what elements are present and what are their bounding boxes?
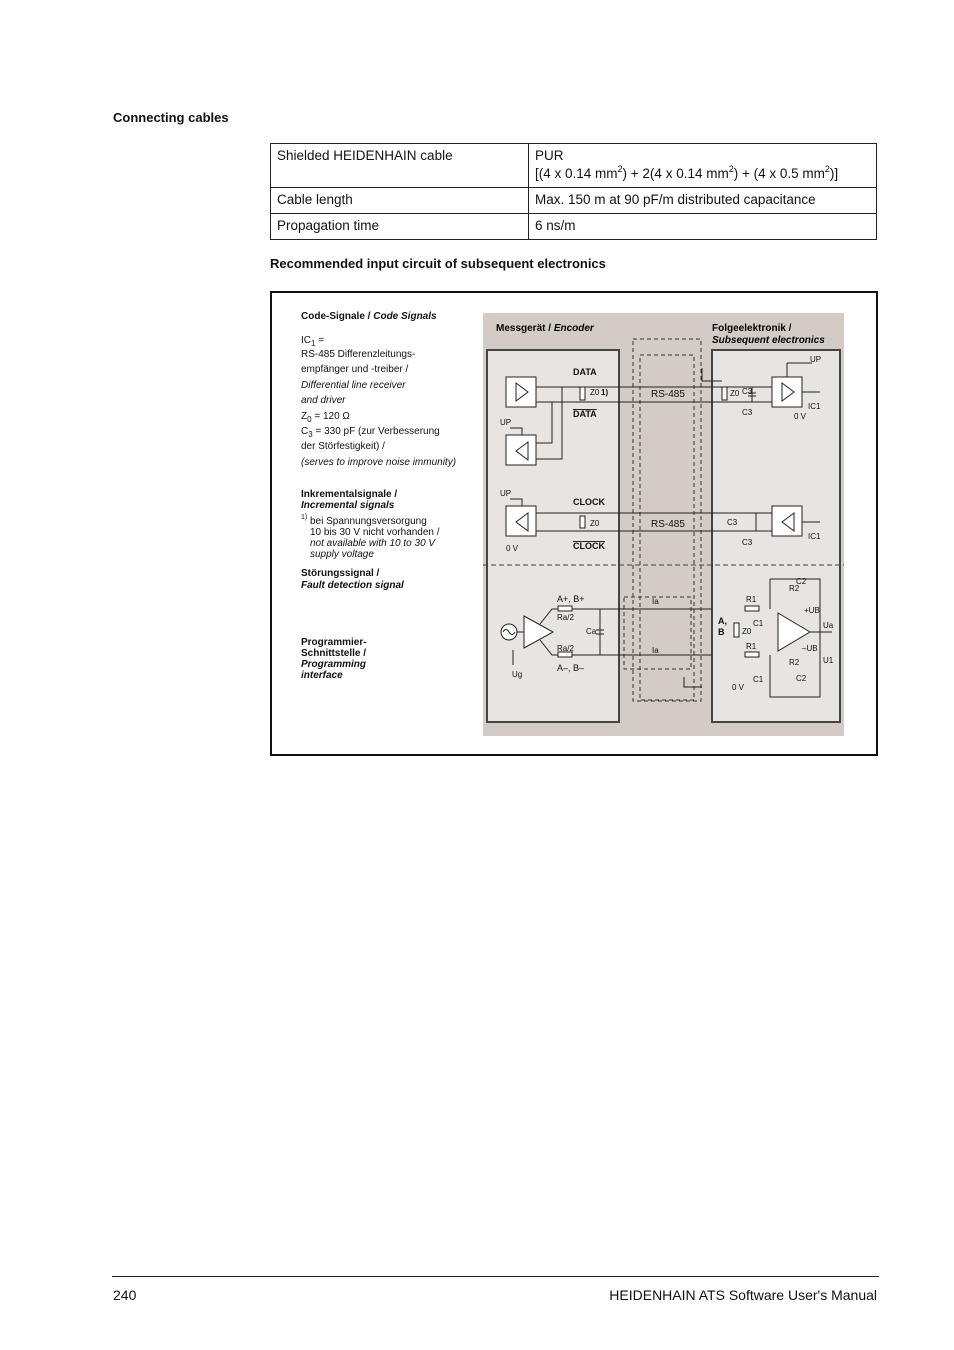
svg-text:DATA: DATA	[573, 367, 597, 377]
svg-text:(serves to improve noise immun: (serves to improve noise immunity)	[301, 457, 457, 468]
svg-text:UP: UP	[810, 355, 822, 364]
svg-text:R2: R2	[789, 658, 800, 667]
svg-text:interface: interface	[301, 670, 343, 681]
svg-text:Z0: Z0	[742, 627, 752, 636]
encoder-label: Messgerät / Encoder	[496, 323, 594, 334]
table-row	[271, 214, 877, 240]
svg-text:Ra/2: Ra/2	[557, 644, 574, 653]
svg-text:CLOCK: CLOCK	[573, 497, 605, 507]
svg-text:Ca: Ca	[586, 627, 597, 636]
svg-text:and driver: and driver	[301, 395, 346, 406]
subsequent-label-en: Subsequent electronics	[712, 335, 825, 346]
circuit-diagram	[270, 291, 878, 756]
svg-text:IC1 =: $IC_1$ =	[301, 335, 325, 348]
table-cell-label: Shielded HEIDENHAIN cable	[271, 144, 529, 188]
table-cell-value: Max. 150 m at 90 pF/m distributed capacitance	[529, 188, 877, 214]
svg-text:Ia: Ia	[652, 646, 659, 655]
circuit-title: Recommended input circuit of subsequent electronics	[270, 256, 606, 271]
svg-text:R2: R2	[789, 584, 800, 593]
table-cell-label: Cable length	[271, 188, 529, 214]
svg-text:C3 = 330 pF (zur Verbesserung: $C_3 = 330$ pF (zur Verbesserung	[301, 426, 440, 439]
svg-text:der Störfestigkeit) /: der Störfestigkeit) /	[301, 441, 385, 452]
svg-text:Ra/2: Ra/2	[557, 613, 574, 622]
svg-text:Ia: Ia	[652, 597, 659, 606]
table-cell-label: Propagation time	[271, 214, 529, 240]
svg-text:A,: A,	[718, 616, 727, 626]
table-row	[271, 188, 877, 214]
svg-text:Schnittstelle /: Schnittstelle /	[301, 648, 367, 659]
cable-spec-table	[270, 143, 877, 240]
svg-text:empfänger und -treiber /: empfänger und -treiber /	[301, 364, 409, 375]
manual-title: HEIDENHAIN ATS Software User's Manual	[609, 1287, 877, 1303]
svg-text:DATA: DATA	[573, 409, 597, 419]
svg-text:1): 1)	[601, 388, 609, 397]
svg-text:0 V: 0 V	[732, 683, 745, 692]
cable-cores-line: [(4 x 0.14 $mm^2) + 2(4$ x 0.14 $mm^2) + (4$ x 0.5 $mm^2$)]	[535, 164, 839, 181]
svg-text:C2: C2	[796, 577, 807, 586]
svg-text:1): 1)	[301, 514, 308, 521]
svg-text:10 bis 30 V nicht vorhanden /: 10 bis 30 V nicht vorhanden /	[310, 527, 440, 538]
svg-text:bei Spannungsversorgung: bei Spannungsversorgung	[310, 516, 427, 527]
svg-text:+UB: +UB	[804, 606, 820, 615]
svg-text:Z0: Z0	[730, 389, 740, 398]
svg-text:supply voltage: supply voltage	[310, 549, 374, 560]
svg-text:R1: R1	[746, 642, 757, 651]
svg-text:Fault detection signal: Fault detection signal	[301, 580, 404, 591]
svg-text:Störungssignal /: Störungssignal /	[301, 568, 380, 579]
svg-text:B: B	[718, 627, 725, 637]
svg-text:IC1: IC1	[808, 532, 821, 541]
svg-text:0 V: 0 V	[506, 544, 519, 553]
svg-text:C2: C2	[796, 674, 807, 683]
svg-text:not available with 10 to 30 V: not available with 10 to 30 V	[310, 538, 436, 549]
svg-text:U1: U1	[823, 656, 834, 665]
page-number: 240	[113, 1287, 137, 1303]
svg-text:R1: R1	[746, 595, 757, 604]
svg-text:C1: C1	[753, 619, 764, 628]
svg-text:Inkrementalsignale /: Inkrementalsignale /	[301, 489, 398, 500]
svg-text:C3: C3	[742, 538, 753, 547]
svg-text:Ug: Ug	[512, 670, 523, 679]
cable-type-line: PUR	[535, 148, 564, 163]
table-row	[271, 144, 877, 188]
svg-text:Differential line receiver: Differential line receiver	[301, 380, 406, 391]
svg-text:Code-Signale / Code Signals: Code-Signale / Code Signals	[301, 311, 437, 322]
section-title: Connecting cables	[113, 110, 229, 125]
svg-text:C3: C3	[742, 408, 753, 417]
svg-text:C1: C1	[753, 675, 764, 684]
svg-text:RS-485: RS-485	[651, 389, 685, 400]
subsequent-label: Folgeelektronik /	[712, 323, 792, 334]
svg-text:RS-485 Differenzleitungs-: RS-485 Differenzleitungs-	[301, 349, 416, 360]
svg-text:Programming: Programming	[301, 659, 367, 670]
svg-text:Z0: Z0	[590, 519, 600, 528]
legend	[301, 311, 456, 681]
circuit-svg	[272, 293, 876, 754]
table-cell-value	[529, 144, 877, 188]
svg-text:Z0: Z0	[590, 388, 600, 397]
svg-text:RS-485: RS-485	[651, 519, 685, 530]
svg-text:A–, B–: A–, B–	[557, 663, 585, 673]
svg-text:Ua: Ua	[823, 621, 834, 630]
table-cell-value: 6 ns/m	[529, 214, 877, 240]
svg-text:0 V: 0 V	[794, 412, 807, 421]
svg-text:Z0 = 120 Ω: $Z_0 = 120$ Ω	[301, 411, 350, 424]
svg-text:Programmier-: Programmier-	[301, 637, 367, 648]
svg-text:IC1: IC1	[808, 402, 821, 411]
svg-text:C3: C3	[742, 387, 753, 396]
svg-text:UP: UP	[500, 489, 512, 498]
svg-text:A+, B+: A+, B+	[557, 594, 585, 604]
svg-text:–UB: –UB	[802, 644, 818, 653]
svg-text:C3: C3	[727, 518, 738, 527]
svg-text:Incremental signals: Incremental signals	[301, 500, 395, 511]
svg-text:CLOCK: CLOCK	[573, 541, 605, 551]
svg-text:UP: UP	[500, 418, 512, 427]
footer-rule	[112, 1276, 879, 1277]
